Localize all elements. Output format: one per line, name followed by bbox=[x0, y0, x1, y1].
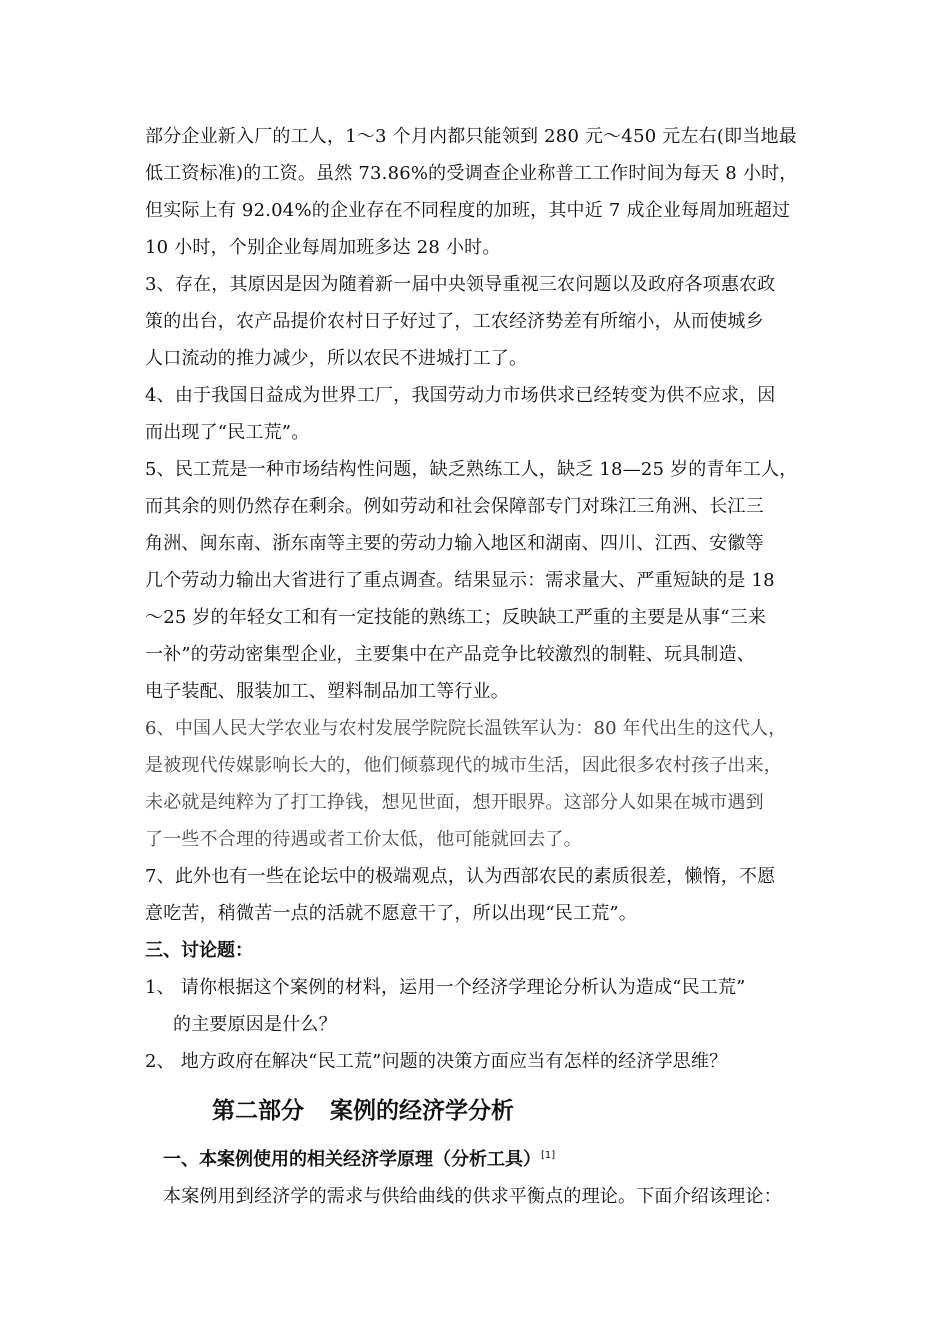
body-line: 而其余的则仍然存在剩余。例如劳动和社会保障部专门对珠江三角洲、长江三 bbox=[145, 496, 764, 517]
part-title-text: 案例的经济学分析 bbox=[330, 1098, 514, 1124]
body-line: 未必就是纯粹为了打工挣钱，想见世面，想开眼界。这部分人如果在城市遇到 bbox=[145, 792, 764, 813]
body-line: 7、此外也有一些在论坛中的极端观点，认为西部农民的素质很差，懒惰，不愿 bbox=[145, 866, 776, 887]
body-line: 低工资标准)的工资。虽然 73.86%的受调查企业称普工工作时间为每天 8 小时， bbox=[145, 163, 798, 184]
body-line: ～25 岁的年轻女工和有一定技能的熟练工；反映缺工严重的主要是从事“三来 bbox=[145, 607, 767, 628]
body-line: 一补”的劳动密集型企业，主要集中在产品竞争比较激烈的制鞋、玩具制造、 bbox=[145, 644, 755, 665]
discussion-heading: 三、讨论题： bbox=[145, 940, 253, 961]
body-line: 角洲、闽东南、浙东南等主要的劳动力输入地区和湖南、四川、江西、安徽等 bbox=[145, 533, 764, 554]
footnote-reference[interactable]: [1] bbox=[541, 1150, 556, 1161]
body-line: 人口流动的推力减少，所以农民不进城打工了。 bbox=[145, 348, 528, 369]
body-line: 6、中国人民大学农业与农村发展学院院长温铁军认为：80 年代出生的这代人， bbox=[145, 718, 787, 739]
body-line: 4、由于我国日益成为世界工厂，我国劳动力市场供求已经转变为供不应求，因 bbox=[145, 385, 776, 406]
part-title bbox=[212, 1097, 514, 1125]
section-subheading bbox=[163, 1148, 555, 1172]
body-line: 但实际上有 92.04%的企业存在不同程度的加班，其中近 7 成企业每周加班超过 bbox=[145, 200, 791, 221]
body-line: 几个劳动力输出大省进行了重点调查。结果显示：需求量大、严重短缺的是 18 bbox=[145, 570, 775, 591]
discussion-question-1: 1、 请你根据这个案例的材料，运用一个经济学理论分析认为造成“民工荒” bbox=[145, 977, 746, 998]
body-line: 电子装配、服装加工、塑料制品加工等行业。 bbox=[145, 681, 509, 702]
body-line: 了一些不合理的待遇或者工价太低，他可能就回去了。 bbox=[145, 829, 582, 850]
intro-paragraph: 本案例用到经济学的需求与供给曲线的供求平衡点的理论。下面介绍该理论： bbox=[163, 1186, 782, 1207]
body-line: 10 小时，个别企业每周加班多达 28 小时。 bbox=[145, 237, 501, 258]
body-line: 策的出台，农产品提价农村日子好过了，工农经济势差有所缩小，从而使城乡 bbox=[145, 311, 764, 332]
body-line: 而出现了“民工荒”。 bbox=[145, 422, 310, 443]
body-line: 意吃苦，稍微苦一点的活就不愿意干了，所以出现“民工荒”。 bbox=[145, 903, 638, 924]
body-line: 3、存在，其原因是因为随着新一届中央领导重视三农问题以及政府各项惠农政 bbox=[145, 274, 776, 295]
discussion-question-2: 2、 地方政府在解决“民工荒”问题的决策方面应当有怎样的经济学思维？ bbox=[145, 1051, 728, 1072]
subheading-text: 一、本案例使用的相关经济学原理（分析工具） bbox=[163, 1149, 541, 1170]
discussion-question-1-cont: 的主要原因是什么？ bbox=[173, 1014, 337, 1035]
body-line: 是被现代传媒影响长大的，他们倾慕现代的城市生活，因此很多农村孩子出来， bbox=[145, 755, 782, 776]
part-title-number: 第二部分 bbox=[212, 1098, 304, 1124]
body-line: 5、民工荒是一种市场结构性问题，缺乏熟练工人，缺乏 18—25 岁的青年工人， bbox=[145, 459, 798, 480]
body-line: 部分企业新入厂的工人，1～3 个月内都只能领到 280 元～450 元左右(即当地最 bbox=[145, 126, 797, 147]
